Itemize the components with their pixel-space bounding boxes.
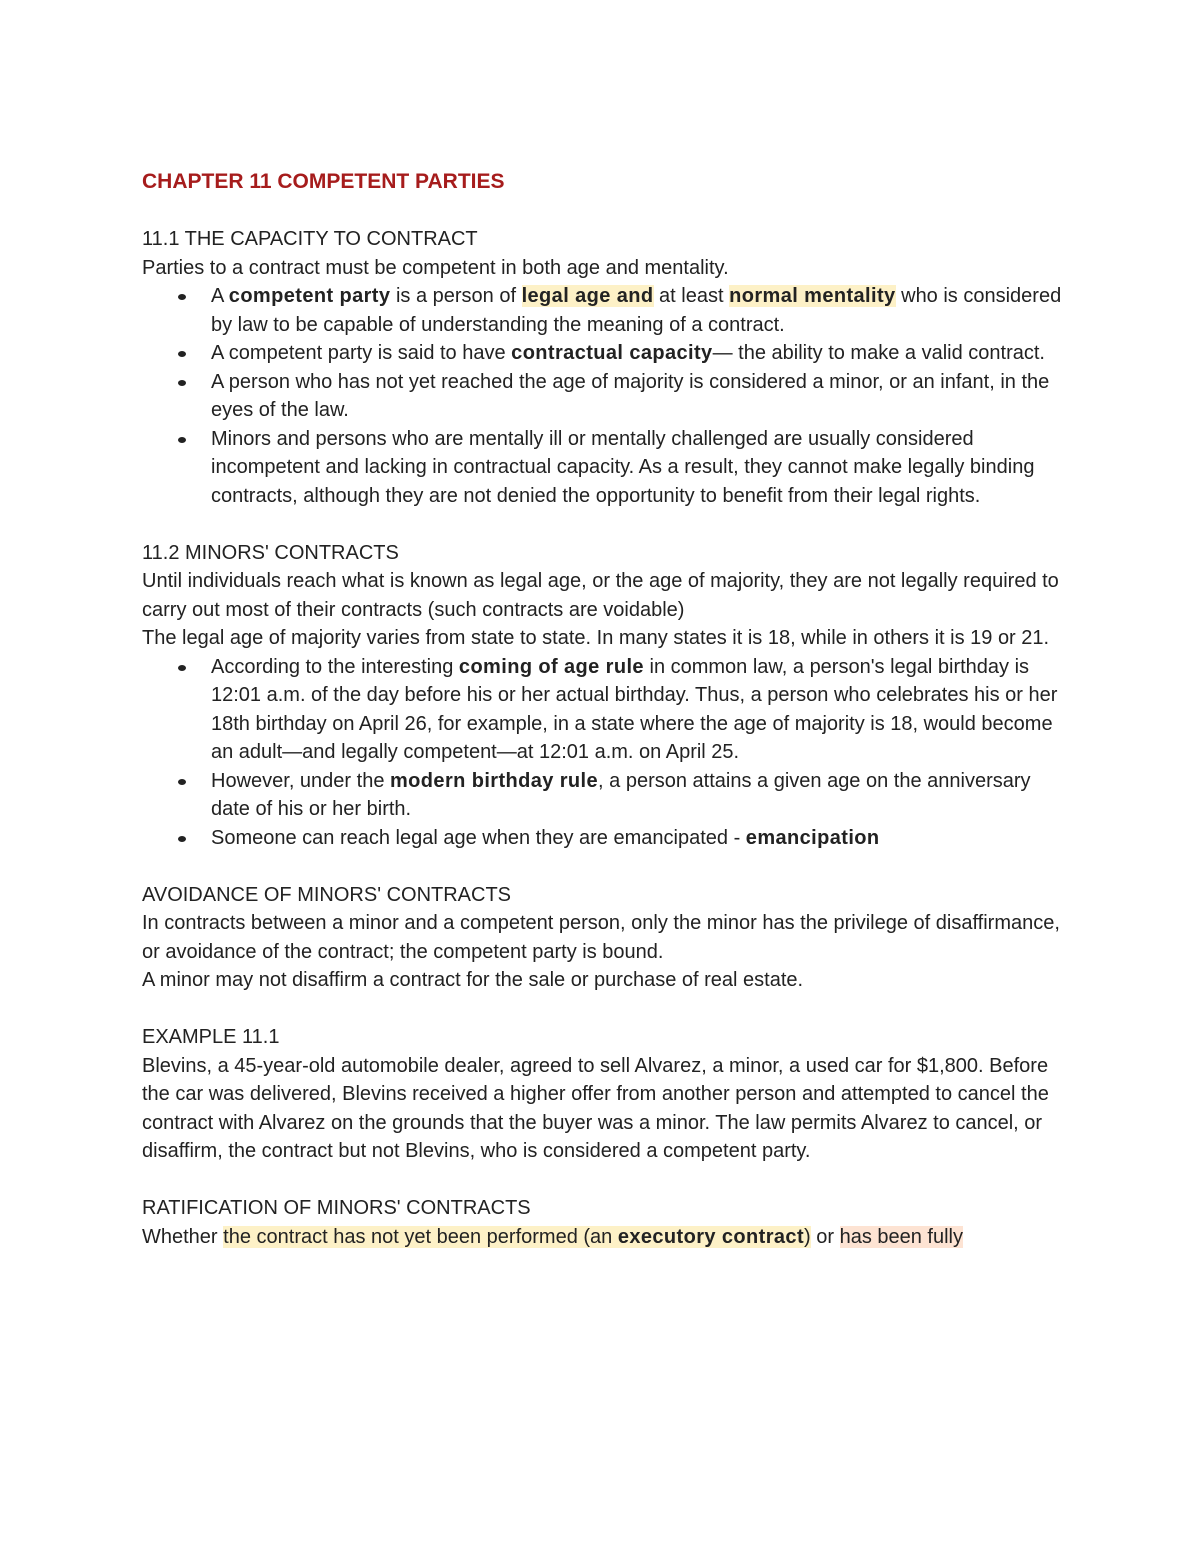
paragraph: Blevins, a 45-year-old automobile dealer, agreed to sell Alvarez, a minor, a used car for $1,800. Before the car was delivered, Blevins received a higher offer from another person and attempted to cancel the contract with Alvarez on the grounds that the buyer was a minor. The law permits Alvarez to cancel, or disaffirm, the contract but not Blevins, who is considered a competent party. [142,1054,1049,1162]
list-item: Minors and persons who are mentally ill or mentally challenged are usually considered incompetent and lacking in contractual capacity. As a result, they cannot make legally binding contracts, although they are not denied the opportunity to benefit from their legal rights. [211,425,1067,511]
term-coming-of-age-rule: coming of age rule [458,655,644,678]
paragraph: A minor may not disaffirm a contract for the sale or purchase of real estate. [142,969,804,991]
list-item: According to the interesting coming of age rule in common law, a person's legal birthday is 12:01 a.m. of the day before his or her actual birthday. Thus, a person who celebrates his or her 18th birthday on April 26, for example, in a state where the age of majority is 18, would become an adult—and legally competent—at 12:01 a.m. on April 25. [211,653,1067,767]
minors-bullet-list [142,653,1067,853]
capacity-intro: Parties to a contract must be competent in both age and mentality. [142,256,729,279]
list-item: Someone can reach legal age when they are emancipated - emancipation [211,824,1067,853]
term-emancipation: emancipation [745,826,880,849]
paragraph: In contracts between a minor and a competent person, only the minor has the privilege of disaffirmance, or avoidance of the contract; the competent party is bound. [142,912,1060,963]
section-heading-example: EXAMPLE 11.1 [142,1026,280,1048]
term-modern-birthday-rule: modern birthday rule [390,769,599,792]
list-item: A competent party is a person of legal age and at least normal mentality who is considered by law to be capable of understanding the meaning of a contract. [211,282,1067,339]
term-executory-contract: executory contract [617,1225,804,1248]
section-heading-ratification: RATIFICATION OF MINORS' CONTRACTS [142,1197,531,1219]
term-contractual-capacity: contractual capacity [511,342,713,364]
highlight: the contract has not yet been performed (an executory contract) [223,1225,811,1248]
highlight: legal age and [521,285,654,307]
list-item: However, under the modern birthday rule, a person attains a given age on the anniversary date of his or her birth. [211,767,1067,824]
section-heading-avoidance: AVOIDANCE OF MINORS' CONTRACTS [142,883,512,906]
paragraph: Whether the contract has not yet been performed (an executory contract) or has been fully [142,1225,963,1248]
section-heading-capacity: 11.1 THE CAPACITY TO CONTRACT [142,228,478,250]
document-page [142,168,1067,1251]
term-competent-party: competent party [228,285,391,307]
section-heading-minors-contracts: 11.2 MINORS' CONTRACTS [142,541,399,564]
paragraph: The legal age of majority varies from state to state. In many states it is 18, while in others it is 19 or 21. [142,627,1050,649]
highlight: normal mentality [729,285,896,307]
chapter-title: CHAPTER 11 COMPETENT PARTIES [142,170,505,193]
list-item: A person who has not yet reached the age of majority is considered a minor, or an infant, in the eyes of the law. [211,368,1067,425]
paragraph: Until individuals reach what is known as legal age, or the age of majority, they are not legally required to carry out most of their contracts (such contracts are voidable) [142,570,1059,621]
list-item: A competent party is said to have contractual capacity— the ability to make a valid contract. [211,339,1067,368]
capacity-bullet-list [142,282,1067,510]
highlight: has been fully [839,1225,963,1248]
